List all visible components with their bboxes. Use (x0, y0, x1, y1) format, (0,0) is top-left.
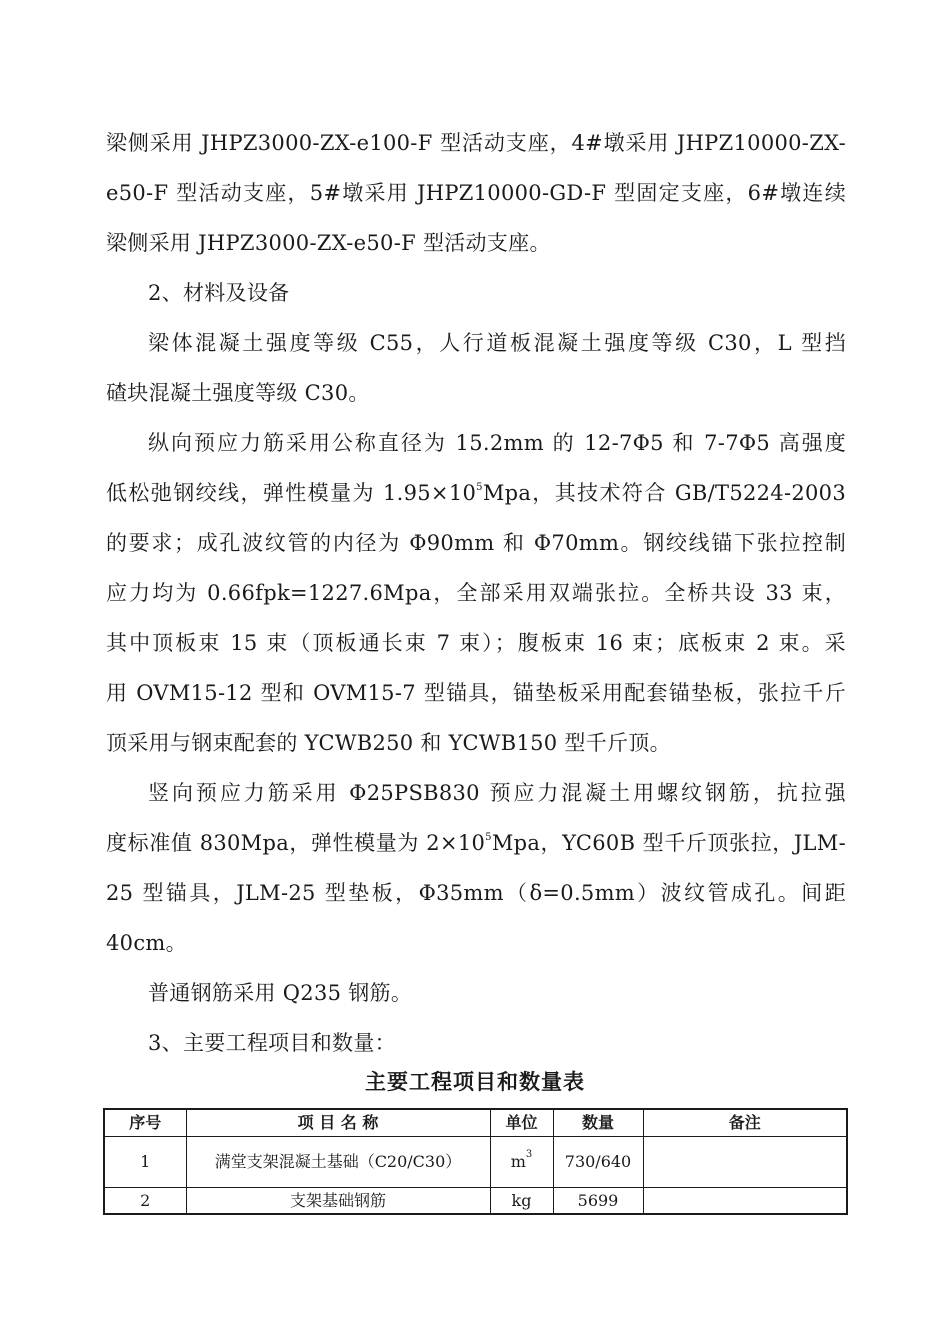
table-cell: 1 (104, 1137, 186, 1188)
body-text (106, 118, 846, 1068)
column-header: 序号 (104, 1109, 186, 1137)
text-line: 梁侧采用 JHPZ3000-ZX-e50-F 型活动支座。 (106, 231, 551, 255)
table-cell (490, 1137, 553, 1188)
text-line: 梁体混凝土强度等级 C55，人行道板混凝土强度等级 C30，L 型挡 (148, 331, 846, 355)
text-line (106, 468, 846, 518)
superscript: 3 (525, 1149, 533, 1160)
table-cell: 支架基础钢筋 (186, 1188, 490, 1215)
text-line: 40cm。 (106, 931, 187, 955)
text-line (106, 818, 846, 868)
superscript: 5 (485, 832, 492, 843)
text-fragment: 低松弛钢绞线，弹性模量为 1.95×10 (106, 481, 477, 505)
table-cell (643, 1137, 847, 1188)
text-line: 纵向预应力筋采用公称直径为 15.2mm 的 12-7Φ5 和 7-7Φ5 高强度 (148, 431, 846, 455)
unit-text: kg (511, 1190, 532, 1210)
column-header: 数量 (553, 1109, 643, 1137)
text-line: 25 型锚具，JLM-25 型垫板，Φ35mm（δ=0.5mm）波纹管成孔。间距 (106, 881, 846, 905)
column-header: 单位 (490, 1109, 553, 1137)
text-line: 用 OVM15-12 型和 OVM15-7 型锚具，锚垫板采用配套锚垫板，张拉千斤 (106, 681, 846, 705)
quantities-table (103, 1108, 848, 1215)
text-line: 应力均为 0.66fpk=1227.6Mpa，全部采用双端张拉。全桥共设 33 束， (106, 581, 846, 605)
table-row (104, 1137, 847, 1188)
table-cell (643, 1188, 847, 1215)
text-fragment: Mpa，YC60B 型千斤顶张拉，JLM- (491, 831, 846, 855)
table-row (104, 1188, 847, 1215)
section-heading: 2、材料及设备 (148, 281, 290, 305)
section-heading: 3、主要工程项目和数量： (148, 1031, 396, 1055)
text-line: e50-F 型活动支座，5#墩采用 JHPZ10000-GD-F 型固定支座，6#墩连续 (106, 181, 846, 205)
column-header: 项 目 名 称 (186, 1109, 490, 1137)
text-line: 梁侧采用 JHPZ3000-ZX-e100-F 型活动支座，4#墩采用 JHPZ10000-ZX- (106, 131, 846, 155)
text-line: 的要求；成孔波纹管的内径为 Φ90mm 和 Φ70mm。钢绞线锚下张拉控制 (106, 531, 846, 555)
text-line: 普通钢筋采用 Q235 钢筋。 (148, 981, 413, 1005)
table-cell: 5699 (553, 1188, 643, 1215)
column-header: 备注 (643, 1109, 847, 1137)
text-line: 其中顶板束 15 束（顶板通长束 7 束）；腹板束 16 束；底板束 2 束。采 (106, 631, 846, 655)
table-cell: 2 (104, 1188, 186, 1215)
text-fragment: 度标准值 830Mpa，弹性模量为 2×10 (106, 831, 486, 855)
text-line: 竖向预应力筋采用 Φ25PSB830 预应力混凝土用螺纹钢筋，抗拉强 (148, 781, 846, 805)
table-cell: 730/640 (553, 1137, 643, 1188)
text-fragment: Mpa，其技术符合 GB/T5224-2003 (482, 481, 847, 505)
table-header-row (104, 1109, 847, 1137)
unit-text: m (510, 1152, 526, 1171)
table-cell (490, 1188, 553, 1215)
text-line: 碴块混凝土强度等级 C30。 (106, 381, 370, 405)
table-title: 主要工程项目和数量表 (365, 1070, 585, 1094)
superscript: 5 (476, 482, 483, 493)
text-line: 顶采用与钢束配套的 YCWB250 和 YCWB150 型千斤顶。 (106, 731, 671, 755)
table-cell: 满堂支架混凝土基础（C20/C30） (186, 1137, 490, 1188)
